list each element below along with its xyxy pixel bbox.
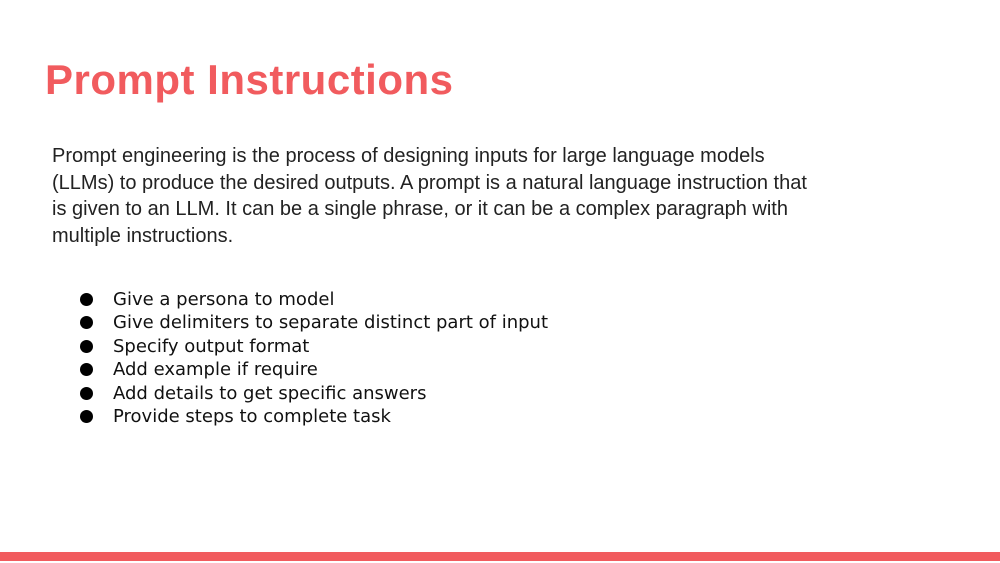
bullet-dot-icon [80,340,93,353]
bullet-dot-icon [80,293,93,306]
bullet-dot-icon [80,387,93,400]
bullet-dot-icon [80,410,93,423]
bullet-text: Provide steps to complete task [113,406,391,428]
bullet-text: Give delimiters to separate distinct part of input [113,312,549,334]
bullet-text: Add example if require [113,359,318,381]
slide-title: Prompt Instructions [45,56,454,103]
bullet-item [80,405,550,428]
bullet-text: Add details to get specific answers [113,382,427,404]
bullet-dot-icon [80,363,93,376]
bottom-accent-bar [0,552,1000,561]
bullet-list [80,288,550,428]
bullet-dot-icon [80,316,93,329]
bullet-item [80,288,550,311]
bullet-text: Give a persona to model [113,289,335,310]
bullet-item [80,382,550,405]
bullet-text: Specify output format [113,335,310,357]
intro-paragraph: Prompt engineering is the process of designing inputs for large language models (LLMs) to produce the desired outputs. A prompt is a natural language instruction that is given to an LLM. It can be a single phrase, or it can be a complex paragraph with multiple instructions. [52,145,807,247]
bullet-item [80,358,550,381]
bullet-item [80,335,550,358]
bullet-item [80,311,550,334]
